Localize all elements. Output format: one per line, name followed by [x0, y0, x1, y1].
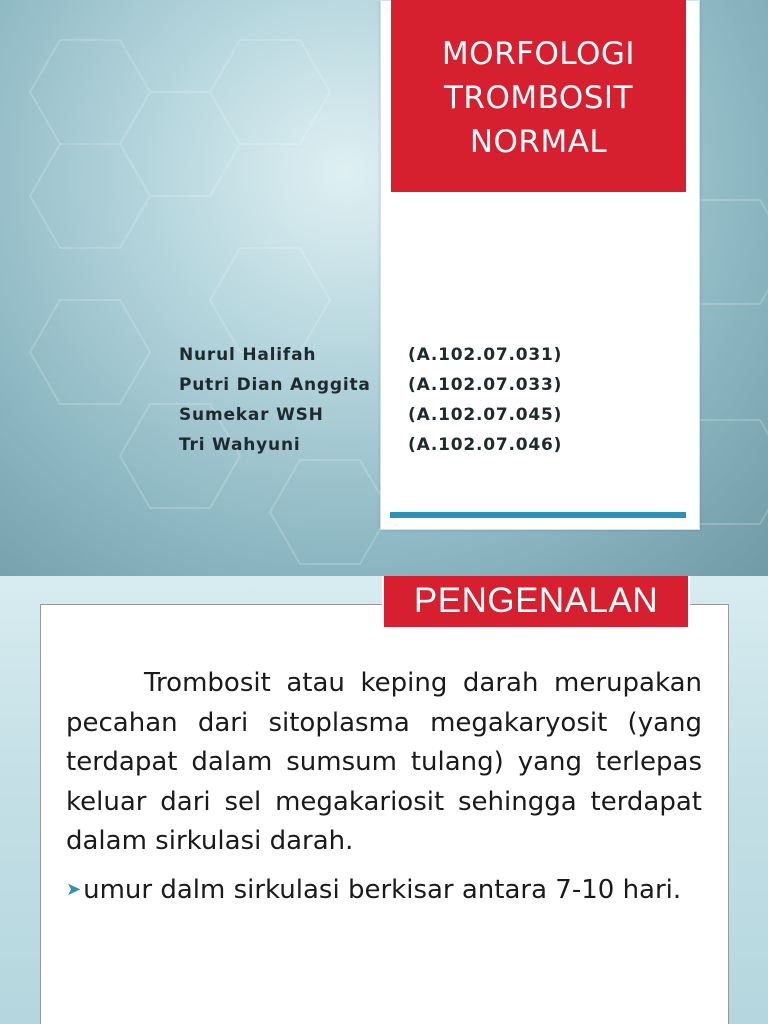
bullet-text: umur dalm sirkulasi berkisar antara 7-10 hari. [83, 875, 682, 905]
content-slide [0, 576, 768, 1024]
bullet-item [66, 870, 686, 910]
author-row [179, 430, 599, 460]
author-row [179, 400, 599, 430]
intro-paragraph: Trombosit atau keping darah merupakan pecahan dari sitoplasma megakaryosit (yang terdapat dalam sumsum tulang) yang terlepas keluar dari sel megakariosit sehingga terdapat dalam sirkulasi darah. [66, 668, 702, 856]
author-id: (A.102.07.033) [408, 375, 563, 395]
author-id: (A.102.07.031) [408, 345, 563, 365]
slide-title: MORFOLOGI TROMBOSIT NORMAL [441, 36, 636, 160]
author-row [179, 340, 599, 370]
author-id: (A.102.07.045) [408, 405, 563, 425]
author-name: Sumekar WSH [179, 405, 324, 425]
author-name: Putri Dian Anggita [179, 375, 371, 395]
author-id: (A.102.07.046) [408, 435, 563, 455]
author-name: Nurul Halifah [179, 345, 317, 365]
accent-bar [390, 512, 686, 518]
author-name: Tri Wahyuni [179, 435, 301, 455]
section-heading: PENGENALAN [382, 576, 690, 629]
author-list [179, 340, 599, 460]
arrow-bullet-icon: ➤ [66, 879, 82, 900]
author-row [179, 370, 599, 400]
